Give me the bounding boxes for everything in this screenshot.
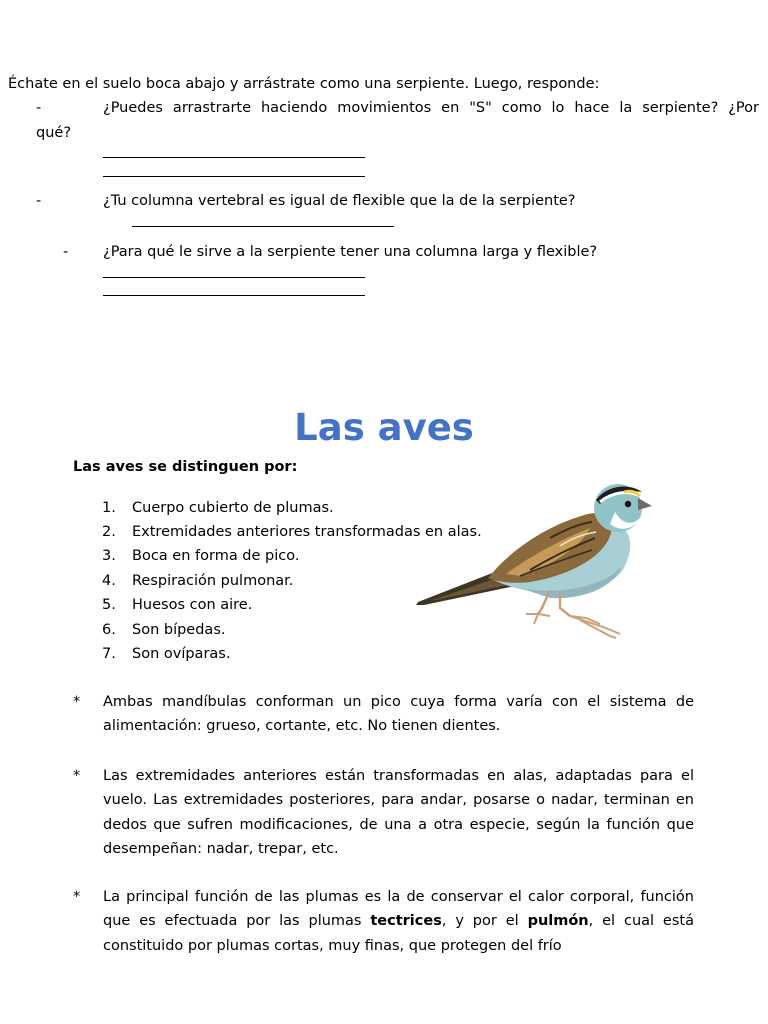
paragraph-feathers (103, 885, 694, 958)
answer-line-3a (103, 277, 365, 278)
bullet-marker-3: * (73, 889, 81, 905)
list-number: 4. (102, 573, 116, 589)
list-number: 7. (102, 646, 116, 662)
paragraph-feathers-text-1: La principal función de las plumas es la de conservar el calor corporal, función que es efectuada por las plumas (103, 889, 694, 930)
answer-line-1a (103, 157, 365, 158)
section-subtitle: Las aves se distinguen por: (73, 459, 298, 475)
list-item: Son ovíparas. (132, 646, 231, 662)
sparrow-illustration (410, 478, 660, 643)
list-number: 6. (102, 622, 116, 638)
list-item: Cuerpo cubierto de plumas. (132, 500, 334, 516)
list-number: 5. (102, 597, 116, 613)
list-number: 3. (102, 548, 116, 564)
dash-marker-1: - (36, 100, 42, 116)
dash-marker-3: - (63, 244, 69, 260)
question-1: ¿Puedes arrastrarte haciendo movimientos en "S" como lo hace la serpiente? ¿Por (103, 100, 759, 116)
answer-line-3b (103, 295, 365, 296)
answer-line-2 (132, 226, 394, 227)
question-1-continuation: qué? (36, 125, 72, 141)
paragraph-feathers-text-3: , el cual está constituido por plumas cortas, muy finas, que protegen del frío (103, 913, 694, 954)
paragraph-beak: Ambas mandíbulas conforman un pico cuya forma varía con el sistema de alimentación: grueso, cortante, etc. No tienen dientes. (103, 694, 694, 735)
list-item: Huesos con aire. (132, 597, 253, 613)
section-title: Las aves (294, 406, 474, 449)
exercise-intro: Échate en el suelo boca abajo y arrástrate como una serpiente. Luego, responde: (8, 76, 600, 92)
list-item: Extremidades anteriores transformadas en alas. (132, 524, 482, 540)
bullet-marker-1: * (73, 694, 81, 710)
term-pulmon: pulmón (527, 913, 589, 930)
question-2: ¿Tu columna vertebral es igual de flexible que la de la serpiente? (103, 193, 576, 209)
term-tectrices: tectrices (370, 913, 442, 930)
list-item: Son bípedas. (132, 622, 226, 638)
list-number: 2. (102, 524, 116, 540)
dash-marker-2: - (36, 193, 42, 209)
question-3: ¿Para qué le sirve a la serpiente tener una columna larga y flexible? (103, 244, 598, 260)
paragraph-limbs: Las extremidades anteriores están transformadas en alas, adaptadas para el vuelo. Las extremidades posteriores, para andar, posarse o nadar, terminan en dedos que sufren modificaciones, de una a otra especie, según la función que desempeñan: nadar, trepar, etc. (103, 768, 694, 858)
bullet-marker-2: * (73, 768, 81, 784)
list-number: 1. (102, 500, 116, 516)
list-item: Boca en forma de pico. (132, 548, 300, 564)
answer-line-1b (103, 176, 365, 177)
list-item: Respiración pulmonar. (132, 573, 294, 589)
paragraph-feathers-text-2: , y por el (441, 913, 528, 930)
